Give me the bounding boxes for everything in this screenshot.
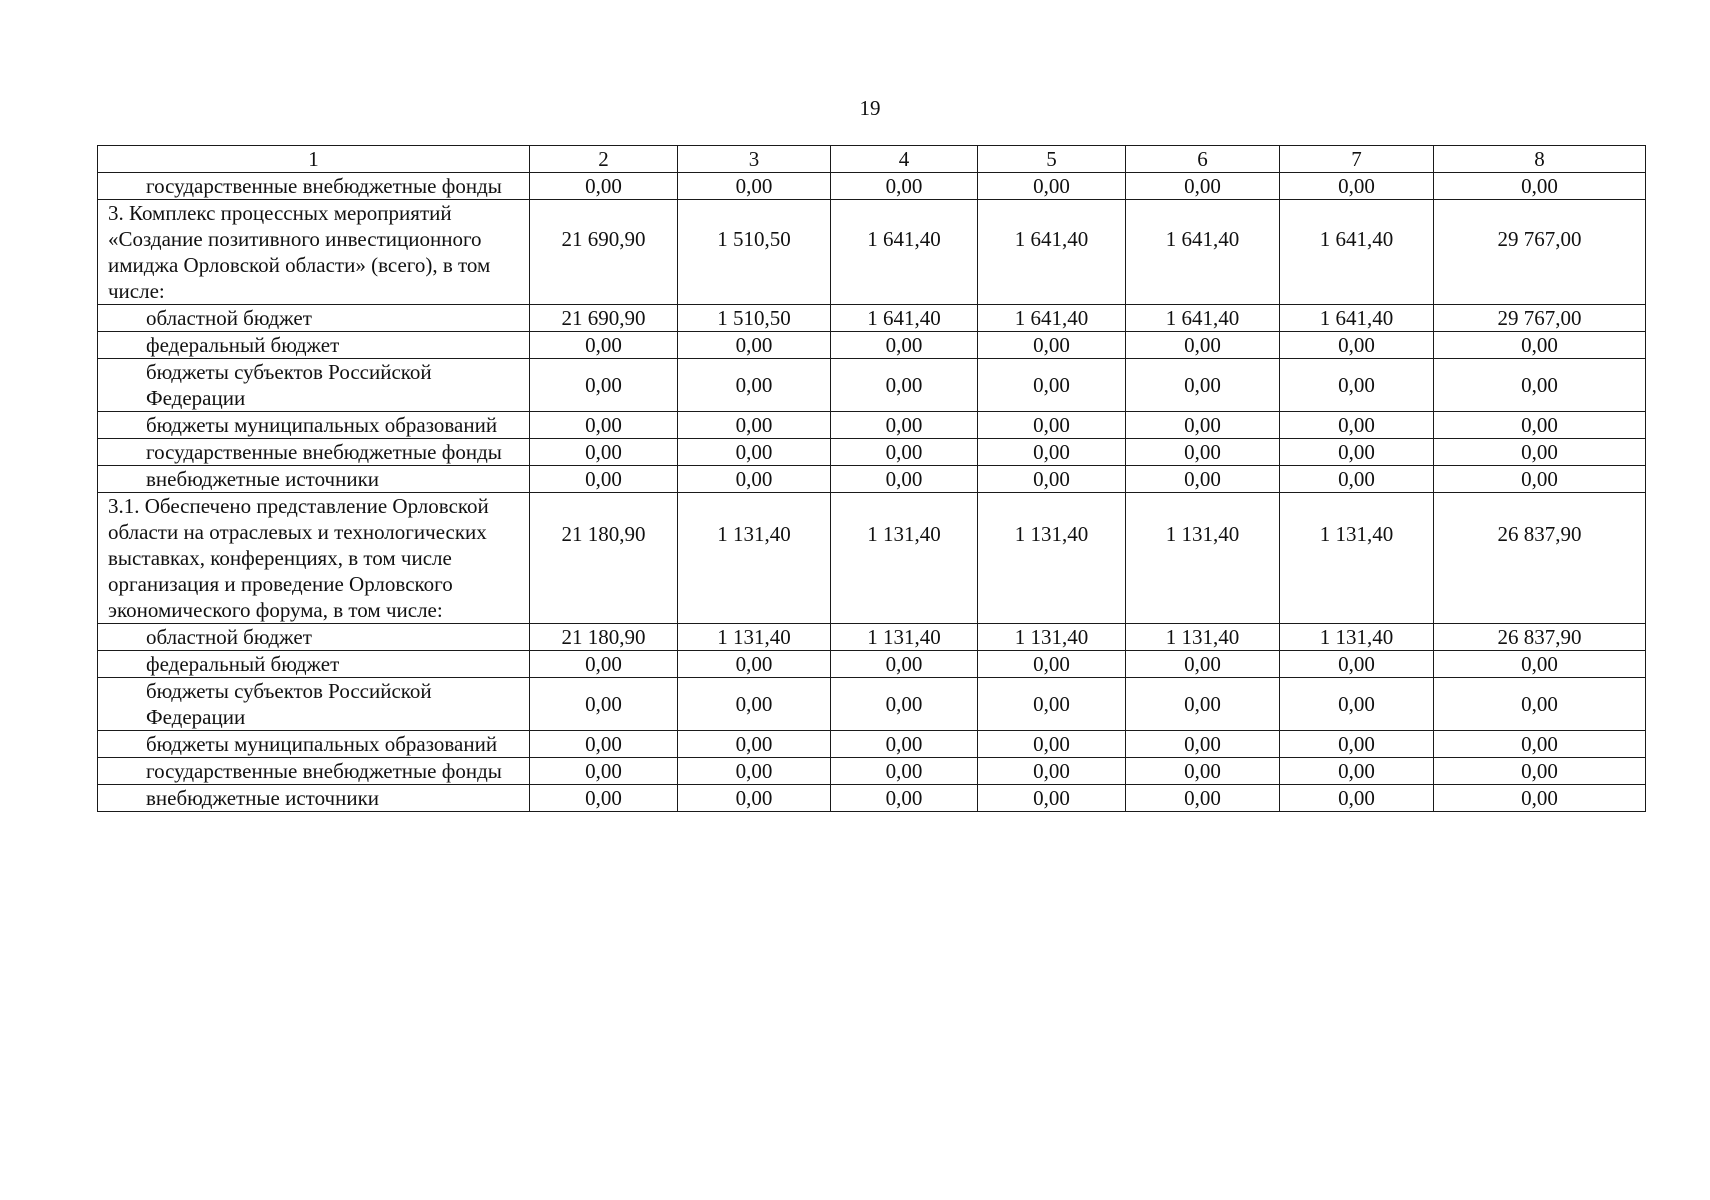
header-cell-col-2: 2 (530, 146, 678, 173)
value-cell-col-3: 1 510,50 (678, 200, 831, 305)
value-cell-col-5: 0,00 (978, 332, 1126, 359)
value-cell-col-6: 0,00 (1126, 651, 1280, 678)
row-label: федеральный бюджет (98, 651, 530, 678)
header-row (98, 146, 1646, 173)
value-cell-col-7: 1 131,40 (1280, 624, 1434, 651)
value-cell-col-3: 0,00 (678, 439, 831, 466)
value-cell-col-7: 0,00 (1280, 785, 1434, 812)
value-cell-col-8: 0,00 (1434, 173, 1646, 200)
table-row (98, 624, 1646, 651)
value-cell-col-7: 0,00 (1280, 678, 1434, 731)
value-cell-col-3: 1 131,40 (678, 493, 831, 624)
section-row (98, 493, 1646, 624)
value-cell-col-5: 1 641,40 (978, 200, 1126, 305)
value-cell-col-8: 0,00 (1434, 678, 1646, 731)
value-cell-col-6: 1 131,40 (1126, 624, 1280, 651)
value-cell-col-6: 0,00 (1126, 731, 1280, 758)
value-cell-col-6: 0,00 (1126, 359, 1280, 412)
value-cell-col-8: 0,00 (1434, 412, 1646, 439)
table-row (98, 332, 1646, 359)
value-cell-col-5: 0,00 (978, 758, 1126, 785)
value-cell-col-2: 21 690,90 (530, 200, 678, 305)
value-cell-col-2: 21 690,90 (530, 305, 678, 332)
value-cell-col-4: 0,00 (831, 758, 978, 785)
value-cell-col-4: 1 131,40 (831, 493, 978, 624)
value-cell-col-6: 0,00 (1126, 412, 1280, 439)
value-cell-col-8: 0,00 (1434, 731, 1646, 758)
value-cell-col-8: 0,00 (1434, 466, 1646, 493)
row-label: внебюджетные источники (98, 785, 530, 812)
table-row (98, 173, 1646, 200)
value-cell-col-2: 0,00 (530, 678, 678, 731)
value-cell-col-5: 0,00 (978, 359, 1126, 412)
row-label: областной бюджет (98, 624, 530, 651)
value-cell-col-6: 1 131,40 (1126, 493, 1280, 624)
value-cell-col-8: 26 837,90 (1434, 493, 1646, 624)
page-number: 19 (859, 96, 881, 120)
value-cell-col-4: 0,00 (831, 359, 978, 412)
table-body (98, 146, 1646, 812)
value-cell-col-7: 0,00 (1280, 173, 1434, 200)
value-cell-col-4: 0,00 (831, 412, 978, 439)
value-cell-col-4: 1 641,40 (831, 200, 978, 305)
value-cell-col-7: 0,00 (1280, 332, 1434, 359)
value-cell-col-6: 0,00 (1126, 173, 1280, 200)
header-cell-col-7: 7 (1280, 146, 1434, 173)
value-cell-col-4: 0,00 (831, 785, 978, 812)
value-cell-col-5: 0,00 (978, 173, 1126, 200)
value-cell-col-7: 1 131,40 (1280, 493, 1434, 624)
value-cell-col-7: 0,00 (1280, 439, 1434, 466)
value-cell-col-2: 0,00 (530, 359, 678, 412)
value-cell-col-2: 0,00 (530, 466, 678, 493)
value-cell-col-3: 1 131,40 (678, 624, 831, 651)
value-cell-col-2: 0,00 (530, 758, 678, 785)
section-label: 3.1. Обеспечено представление Орловской области на отраслевых и технологических выставках, конференциях, в том числе организация и проведение Орловского экономического форума, в том числе: (98, 493, 530, 624)
value-cell-col-8: 0,00 (1434, 758, 1646, 785)
value-cell-col-5: 1 131,40 (978, 493, 1126, 624)
value-cell-col-6: 0,00 (1126, 332, 1280, 359)
value-cell-col-4: 1 131,40 (831, 624, 978, 651)
value-cell-col-5: 0,00 (978, 466, 1126, 493)
header-cell-col-3: 3 (678, 146, 831, 173)
value-cell-col-3: 0,00 (678, 678, 831, 731)
value-cell-col-8: 29 767,00 (1434, 200, 1646, 305)
value-cell-col-5: 1 131,40 (978, 624, 1126, 651)
section-row (98, 200, 1646, 305)
value-cell-col-3: 0,00 (678, 332, 831, 359)
value-cell-col-2: 21 180,90 (530, 493, 678, 624)
header-cell-col-5: 5 (978, 146, 1126, 173)
value-cell-col-2: 0,00 (530, 332, 678, 359)
value-cell-col-4: 0,00 (831, 332, 978, 359)
value-cell-col-2: 0,00 (530, 651, 678, 678)
value-cell-col-8: 0,00 (1434, 359, 1646, 412)
value-cell-col-3: 0,00 (678, 173, 831, 200)
value-cell-col-2: 0,00 (530, 173, 678, 200)
value-cell-col-5: 0,00 (978, 651, 1126, 678)
value-cell-col-7: 1 641,40 (1280, 305, 1434, 332)
value-cell-col-3: 0,00 (678, 651, 831, 678)
table-row (98, 305, 1646, 332)
row-label: государственные внебюджетные фонды (98, 173, 530, 200)
value-cell-col-5: 0,00 (978, 785, 1126, 812)
value-cell-col-3: 0,00 (678, 359, 831, 412)
value-cell-col-3: 0,00 (678, 785, 831, 812)
value-cell-col-3: 0,00 (678, 466, 831, 493)
value-cell-col-7: 0,00 (1280, 466, 1434, 493)
value-cell-col-6: 0,00 (1126, 439, 1280, 466)
row-label: бюджеты муниципальных образований (98, 412, 530, 439)
section-label: 3. Комплекс процессных мероприятий «Создание позитивного инвестиционного имиджа Орловской области» (всего), в том числе: (98, 200, 530, 305)
value-cell-col-3: 0,00 (678, 412, 831, 439)
value-cell-col-6: 0,00 (1126, 678, 1280, 731)
value-cell-col-7: 0,00 (1280, 758, 1434, 785)
table-row (98, 439, 1646, 466)
value-cell-col-5: 0,00 (978, 412, 1126, 439)
value-cell-col-3: 1 510,50 (678, 305, 831, 332)
value-cell-col-3: 0,00 (678, 731, 831, 758)
row-label: бюджеты субъектов Российской Федерации (98, 678, 530, 731)
value-cell-col-2: 0,00 (530, 731, 678, 758)
header-cell-col-8: 8 (1434, 146, 1646, 173)
row-label: бюджеты муниципальных образований (98, 731, 530, 758)
value-cell-col-4: 0,00 (831, 466, 978, 493)
value-cell-col-2: 0,00 (530, 439, 678, 466)
value-cell-col-8: 29 767,00 (1434, 305, 1646, 332)
value-cell-col-7: 1 641,40 (1280, 200, 1434, 305)
table-row (98, 466, 1646, 493)
table-row (98, 678, 1646, 731)
header-cell-col-1: 1 (98, 146, 530, 173)
value-cell-col-4: 0,00 (831, 439, 978, 466)
value-cell-col-6: 1 641,40 (1126, 305, 1280, 332)
table-row (98, 651, 1646, 678)
value-cell-col-5: 0,00 (978, 731, 1126, 758)
header-cell-col-6: 6 (1126, 146, 1280, 173)
value-cell-col-4: 0,00 (831, 651, 978, 678)
table-row (98, 359, 1646, 412)
value-cell-col-6: 0,00 (1126, 785, 1280, 812)
value-cell-col-8: 0,00 (1434, 651, 1646, 678)
row-label: государственные внебюджетные фонды (98, 439, 530, 466)
value-cell-col-8: 0,00 (1434, 332, 1646, 359)
value-cell-col-7: 0,00 (1280, 359, 1434, 412)
value-cell-col-6: 0,00 (1126, 466, 1280, 493)
value-cell-col-2: 0,00 (530, 785, 678, 812)
value-cell-col-2: 21 180,90 (530, 624, 678, 651)
value-cell-col-4: 0,00 (831, 678, 978, 731)
value-cell-col-2: 0,00 (530, 412, 678, 439)
value-cell-col-6: 0,00 (1126, 758, 1280, 785)
value-cell-col-6: 1 641,40 (1126, 200, 1280, 305)
value-cell-col-7: 0,00 (1280, 731, 1434, 758)
value-cell-col-7: 0,00 (1280, 651, 1434, 678)
row-label: внебюджетные источники (98, 466, 530, 493)
table-row (98, 412, 1646, 439)
value-cell-col-8: 26 837,90 (1434, 624, 1646, 651)
row-label: областной бюджет (98, 305, 530, 332)
row-label: бюджеты субъектов Российской Федерации (98, 359, 530, 412)
value-cell-col-8: 0,00 (1434, 439, 1646, 466)
value-cell-col-4: 0,00 (831, 173, 978, 200)
table-row (98, 785, 1646, 812)
table-row (98, 731, 1646, 758)
value-cell-col-4: 0,00 (831, 731, 978, 758)
header-cell-col-4: 4 (831, 146, 978, 173)
value-cell-col-5: 0,00 (978, 678, 1126, 731)
row-label: государственные внебюджетные фонды (98, 758, 530, 785)
value-cell-col-8: 0,00 (1434, 785, 1646, 812)
value-cell-col-4: 1 641,40 (831, 305, 978, 332)
value-cell-col-3: 0,00 (678, 758, 831, 785)
value-cell-col-5: 1 641,40 (978, 305, 1126, 332)
budget-table (97, 145, 1646, 812)
table-row (98, 758, 1646, 785)
row-label: федеральный бюджет (98, 332, 530, 359)
value-cell-col-7: 0,00 (1280, 412, 1434, 439)
value-cell-col-5: 0,00 (978, 439, 1126, 466)
